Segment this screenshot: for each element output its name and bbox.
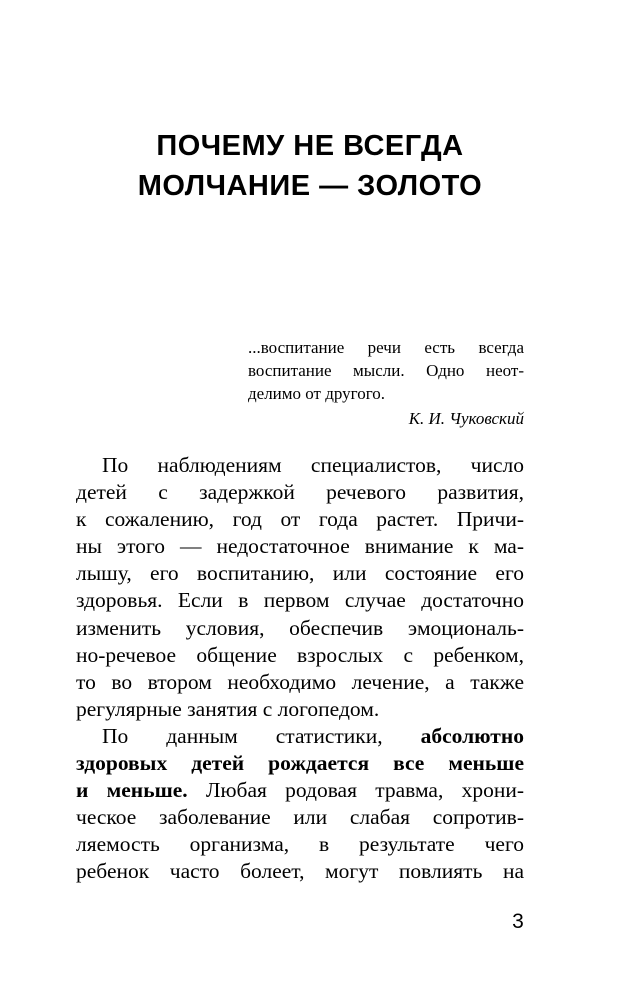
- paragraph-line: ляемость организма, в результате чего: [76, 832, 524, 857]
- paragraph-line: [76, 750, 524, 777]
- paragraph-line: ческое заболевание или слабая сопротив-: [76, 805, 524, 830]
- epigraph-line: ...воспитание речи есть всегда: [248, 338, 524, 357]
- epigraph: [248, 336, 524, 430]
- body-text: [76, 452, 524, 886]
- epigraph-line: воспитание мысли. Одно неот-: [248, 361, 524, 380]
- epigraph-line: делимо от другого.: [248, 384, 386, 403]
- paragraph-line: но-речевое общение взрослых с ребенком,: [76, 642, 524, 667]
- bold-text: абсолютно: [420, 723, 524, 748]
- plain-text: Любая родовая травма, хрони-: [187, 778, 524, 803]
- paragraph-line: здоровья. Если в первом случае достаточно: [76, 588, 524, 613]
- paragraph-line: [76, 723, 524, 750]
- paragraph-line: к сожалению, год от года растет. Причи-: [76, 507, 524, 532]
- chapter-title: [60, 126, 560, 206]
- paragraph-line: то во втором необходимо лечение, а также: [76, 669, 524, 694]
- paragraph-line: По наблюдениям специалистов, число: [102, 453, 524, 477]
- page-number: 3: [512, 910, 524, 933]
- chapter-title-line-2: МОЛЧАНИЕ — ЗОЛОТО: [137, 170, 483, 202]
- bold-text: здоровых детей рождается все меньше: [76, 751, 524, 776]
- paragraph-line: изменить условия, обеспечив эмоциональ-: [76, 615, 524, 640]
- chapter-title-line-1: ПОЧЕМУ НЕ ВСЕГДА: [156, 130, 464, 162]
- bold-text: и меньше.: [76, 778, 188, 803]
- paragraph-line: лышу, его воспитанию, или состояние его: [76, 561, 524, 586]
- paragraph-line: ны этого — недостаточное внимание к ма-: [76, 534, 524, 559]
- paragraph-line: регулярные занятия с логопедом.: [76, 696, 380, 721]
- epigraph-author: К. И. Чуковский: [408, 409, 524, 428]
- plain-text: По данным статистики,: [102, 723, 421, 748]
- paragraph-line: [76, 777, 524, 804]
- paragraph-line: ребенок часто болеет, могут повлиять на: [76, 859, 524, 884]
- paragraph-line: детей с задержкой речевого развития,: [76, 480, 524, 505]
